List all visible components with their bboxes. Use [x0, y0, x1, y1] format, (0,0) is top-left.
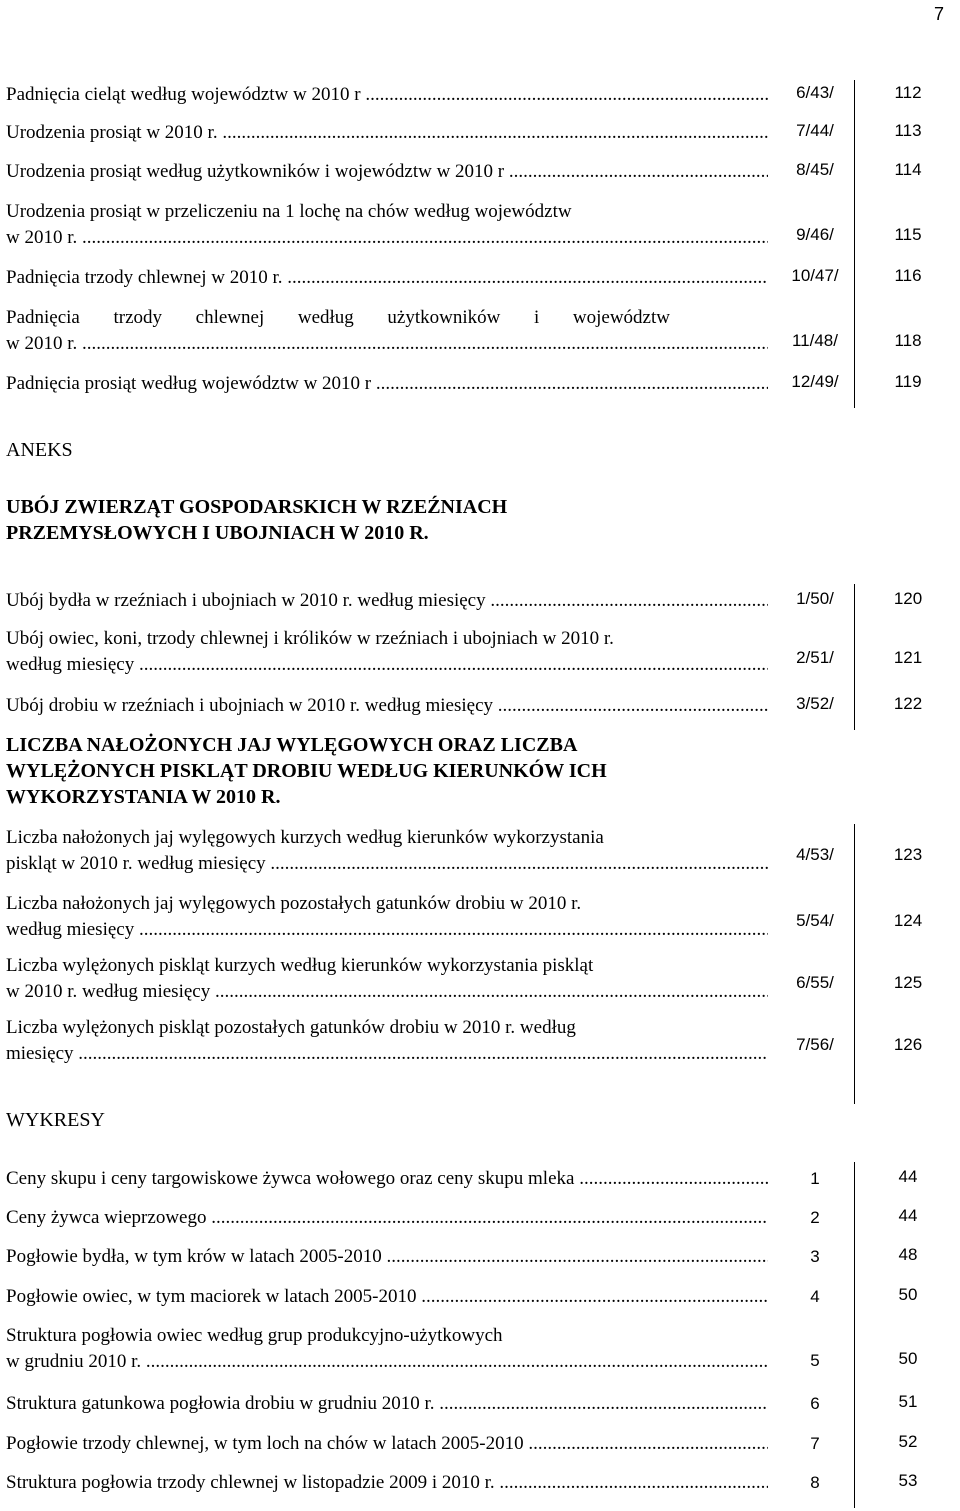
toc-table-number: 6/43/ [796, 83, 834, 102]
toc-page-number: 44 [898, 1206, 918, 1225]
column-divider [854, 80, 855, 408]
toc-page-number: 126 [893, 1035, 923, 1054]
toc-title: Urodzenia prosiąt według użytkowników i województw w 2010 r ..... [6, 159, 768, 185]
toc-table-number: 1/50/ [796, 589, 834, 608]
toc-chart-number: 1 [810, 1169, 820, 1188]
toc-title: Ubój drobiu w rzeźniach i ubojniach w 2010 r. według miesięcy ..... [6, 693, 768, 719]
toc-title: Ubój owiec, koni, trzody chlewnej i królików w rzeźniach i ubojniach w 2010 r. według miesięcy ..... [6, 626, 768, 678]
toc-title: Liczba nałożonych jaj wylęgowych pozostałych gatunków drobiu w 2010 r. według miesięcy ..... [6, 891, 768, 943]
toc-title: Padnięcia cieląt według województw w 2010 r ..... [6, 82, 768, 108]
toc-chart-number: 8 [810, 1473, 820, 1492]
toc-chart-number: 5 [810, 1351, 820, 1370]
toc-table-number: 3/52/ [796, 694, 834, 713]
charts-label: WYKRESY [6, 1109, 105, 1131]
toc-page-number: 120 [893, 589, 923, 608]
toc-table-number: 5/54/ [796, 911, 834, 930]
toc-table-number: 9/46/ [796, 225, 834, 244]
toc-page-number: 119 [894, 372, 922, 391]
toc-page-number: 121 [893, 648, 923, 667]
toc-table-number: 7/44/ [796, 121, 834, 140]
toc-chart-number: 7 [810, 1434, 820, 1453]
toc-title: Liczba wylężonych piskląt pozostałych gatunków drobiu w 2010 r. według miesięcy ..... [6, 1015, 768, 1067]
toc-table-number: 7/56/ [796, 1035, 834, 1054]
toc-title: Ceny żywca wieprzowego ..... [6, 1205, 768, 1231]
column-divider [854, 1162, 855, 1508]
toc-page-number: 125 [893, 973, 923, 992]
toc-chart-number: 6 [810, 1394, 820, 1413]
toc-title: Struktura pogłowia owiec według grup produkcyjno-użytkowych w grudniu 2010 r. ..... [6, 1323, 768, 1375]
toc-page-number: 123 [893, 845, 923, 864]
toc-title: Padnięcia prosiąt według województw w 2010 r ..... [6, 371, 768, 397]
page-number: 7 [933, 4, 944, 24]
toc-table-number: 2/51/ [796, 648, 834, 667]
column-divider [854, 824, 855, 1104]
toc-page-number: 51 [898, 1392, 918, 1411]
toc-page-number: 114 [894, 160, 922, 179]
toc-title: Pogłowie bydła, w tym krów w latach 2005-2010 ..... [6, 1244, 768, 1270]
toc-title: Urodzenia prosiąt w 2010 r. ..... [6, 120, 768, 146]
toc-table-number: 10/47/ [791, 266, 839, 285]
annex-heading-slaughter: UBÓJ ZWIERZĄT GOSPODARSKICH W RZEŹNIACH [6, 496, 508, 518]
annex-heading-hatching-cont: WYLĘŻONYCH PISKLĄT DROBIU WEDŁUG KIERUNKÓW ICH [6, 760, 607, 782]
toc-title: Liczba wylężonych piskląt kurzych według kierunków wykorzystania piskląt w 2010 r. według miesięcy ..... [6, 953, 768, 1005]
toc-title: Pogłowie owiec, w tym maciorek w latach 2005-2010 ..... [6, 1284, 768, 1310]
toc-page-number: 50 [898, 1285, 918, 1304]
toc-title: Padnięcia trzody chlewnej według użytkowników i województw w 2010 r. ..... [6, 305, 768, 357]
annex-heading-hatching: LICZBA NAŁOŻONYCH JAJ WYLĘGOWYCH ORAZ LICZBA [6, 734, 578, 756]
toc-table-number: 8/45/ [796, 160, 834, 179]
toc-page-number: 113 [894, 121, 922, 140]
toc-page-number: 118 [894, 331, 922, 350]
toc-page-number: 112 [894, 83, 922, 102]
toc-table-number: 12/49/ [791, 372, 839, 391]
toc-page-number: 124 [893, 911, 923, 930]
toc-table-number: 11/48/ [791, 331, 838, 350]
toc-title: Ubój bydła w rzeźniach i ubojniach w 2010 r. według miesięcy ..... [6, 588, 768, 614]
toc-title: Ceny skupu i ceny targowiskowe żywca wołowego oraz ceny skupu mleka ..... [6, 1166, 768, 1192]
toc-title: Liczba nałożonych jaj wylęgowych kurzych według kierunków wykorzystania piskląt w 2010 r. według miesięcy ..... [6, 825, 768, 877]
toc-title: Pogłowie trzody chlewnej, w tym loch na chów w latach 2005-2010 ..... [6, 1431, 768, 1457]
toc-title: Padnięcia trzody chlewnej w 2010 r. ..... [6, 265, 768, 291]
toc-page-number: 115 [894, 225, 922, 244]
annex-label: ANEKS [6, 439, 73, 461]
toc-page-number: 48 [898, 1245, 918, 1264]
toc-page-number: 53 [898, 1471, 918, 1490]
toc-chart-number: 3 [810, 1247, 820, 1266]
toc-chart-number: 4 [810, 1287, 820, 1306]
toc-table-number: 6/55/ [796, 973, 834, 992]
toc-title: Urodzenia prosiąt w przeliczeniu na 1 lochę na chów według województw w 2010 r. ..... [6, 199, 768, 251]
toc-title: Struktura gatunkowa pogłowia drobiu w grudniu 2010 r. ..... [6, 1391, 768, 1417]
annex-heading-hatching-cont: WYKORZYSTANIA W 2010 R. [6, 786, 281, 808]
toc-page-number: 50 [898, 1349, 918, 1368]
toc-page-number: 116 [894, 266, 922, 285]
toc-chart-number: 2 [810, 1208, 820, 1227]
annex-heading-slaughter-cont: PRZEMYSŁOWYCH I UBOJNIACH W 2010 R. [6, 522, 429, 544]
toc-table-number: 4/53/ [796, 845, 834, 864]
column-divider [854, 584, 855, 730]
toc-title: Struktura pogłowia trzody chlewnej w listopadzie 2009 i 2010 r. ..... [6, 1470, 768, 1496]
toc-page-number: 44 [898, 1167, 918, 1186]
toc-page-number: 122 [893, 694, 923, 713]
toc-page-number: 52 [898, 1432, 918, 1451]
